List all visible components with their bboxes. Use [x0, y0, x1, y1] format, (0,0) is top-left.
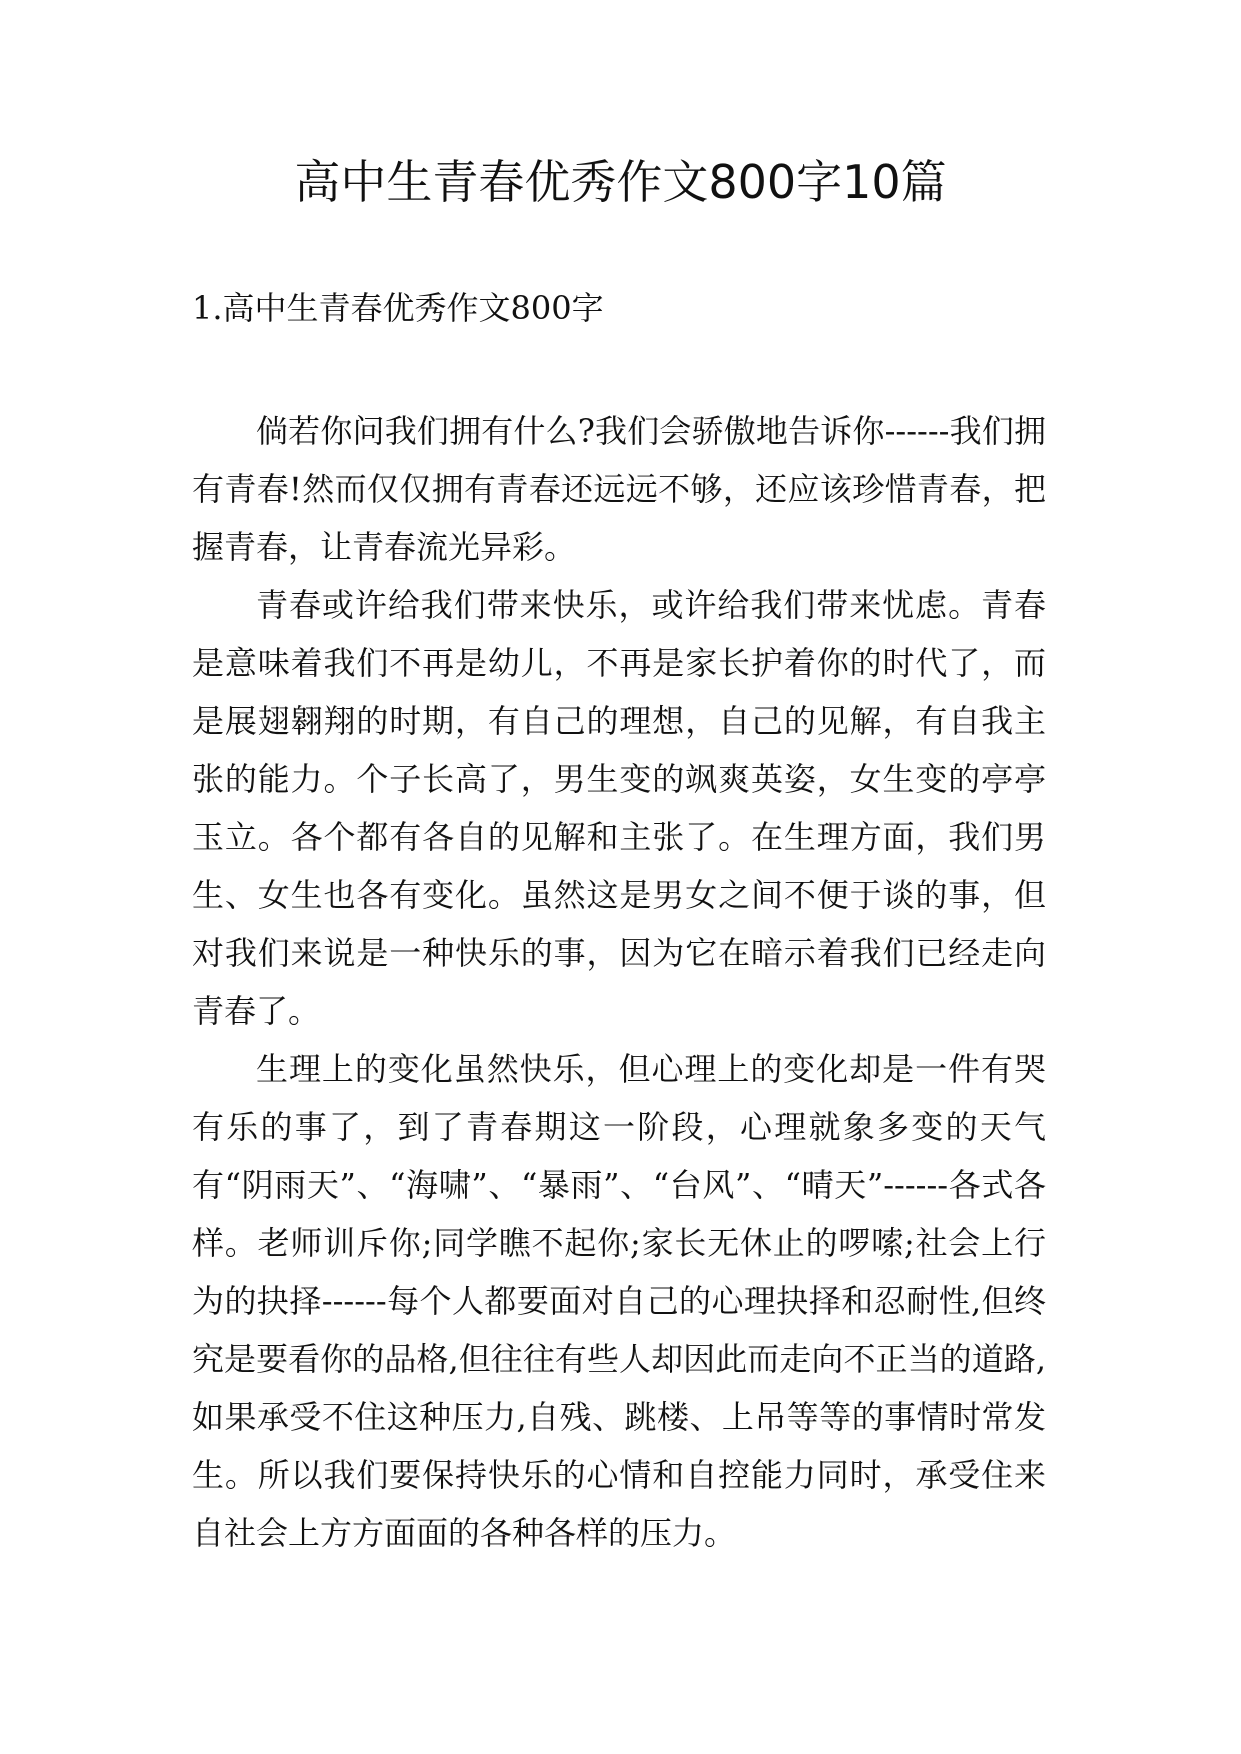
essay-body	[192, 402, 1046, 1562]
paragraph: 倘若你问我们拥有什么?我们会骄傲地告诉你------我们拥有青春!然而仅仅拥有青春还远远不够，还应该珍惜青春，把握青春，让青春流光异彩。	[192, 412, 1046, 566]
paragraph: 生理上的变化虽然快乐，但心理上的变化却是一件有哭有乐的事了，到了青春期这一阶段，心理就象多变的天气有“阴雨天”、“海啸”、“暴雨”、“台风”、“晴天”------各式各样。老师训斥你;同学瞧不起你;家长无休止的啰嗦;社会上行为的抉择------每个人都要面对自己的心理抉择和忍耐性,但终究是要看你的品格,但往往有些人却因此而走向不正当的道路,如果承受不住这种压力,自残、跳楼、上吊等等的事情时常发生。所以我们要保持快乐的心情和自控能力同时，承受住来自社会上方方面面的各种各样的压力。	[192, 1050, 1046, 1552]
section-heading: 1.高中生青春优秀作文800字	[192, 289, 604, 327]
document-title: 高中生青春优秀作文800字10篇	[294, 155, 947, 209]
paragraph: 青春或许给我们带来快乐，或许给我们带来忧虑。青春是意味着我们不再是幼儿，不再是家长护着你的时代了，而是展翅翱翔的时期，有自己的理想，自己的见解，有自我主张的能力。个子长高了，男生变的飒爽英姿，女生变的亭亭玉立。各个都有各自的见解和主张了。在生理方面，我们男生、女生也各有变化。虽然这是男女之间不便于谈的事，但对我们来说是一种快乐的事，因为它在暗示着我们已经走向青春了。	[192, 586, 1046, 1030]
